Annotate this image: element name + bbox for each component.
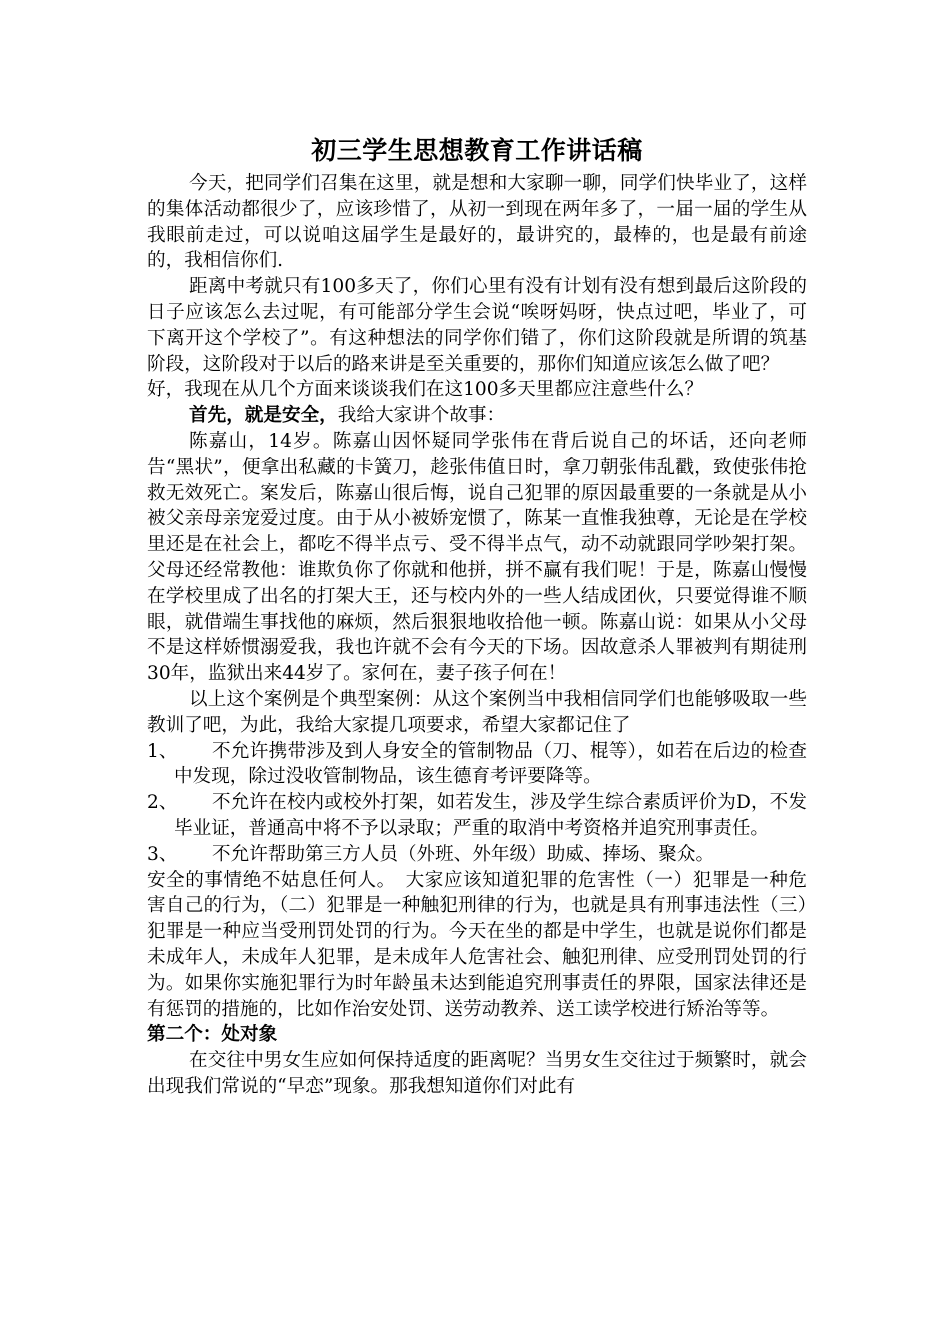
rule-number: 3、 xyxy=(147,843,178,865)
safety-section-intro: 我给大家讲个故事： xyxy=(337,405,506,427)
lesson-paragraph: 以上这个案例是个典型案例：从这个案例当中我相信同学们也能够吸取一些教训了吧，为此，我给大家提几项要求，希望大家都记住了 xyxy=(147,688,807,736)
rule-text: 不允许帮助第三方人员（外班、外年级）助威、捧场、聚众。 xyxy=(212,843,715,865)
rule-text: 不允许携带涉及到人身安全的管制物品（刀、棍等），如若在后边的检查中发现，除过没收管制物品，该生德育考评要降等。 xyxy=(174,740,807,788)
relationship-paragraph: 在交往中男女生应如何保持适度的距离呢？当男女生交往过于频繁时，就会出现我们常说的“早恋”现象。那我想知道你们对此有 xyxy=(147,1050,807,1097)
topics-intro-paragraph: 好，我现在从几个方面来谈谈我们在这100多天里都应注意些什么？ xyxy=(147,379,704,401)
rule-item xyxy=(147,739,807,791)
rule-number: 1、 xyxy=(147,740,178,762)
rule-item xyxy=(147,790,807,842)
document-title: 初三学生思想教育工作讲话稿 xyxy=(311,136,643,165)
rule-text: 不允许在校内或校外打架，如若发生，涉及学生综合素质评价为D，不发毕业证，普通高中将不予以录取；严重的取消中考资格并追究刑事责任。 xyxy=(174,792,807,839)
safety-section-heading: 首先，就是安全， xyxy=(189,405,338,427)
story-paragraph: 陈嘉山，14岁。陈嘉山因怀疑同学张伟在背后说自己的坏话，还向老师告“黑状”，便拿出私藏的卡簧刀，趁张伟值日时，拿刀朝张伟乱戳，致使张伟抢救无效死亡。案发后，陈嘉山很后悔，说自己犯罪的原因最重要的一条就是从小被父亲母亲宠爱过度。由于从小被娇宠惯了，陈某一直惟我独尊，无论是在学校里还是在社会上，都吃不得半点亏、受不得半点气，动不动就跟同学吵架打架。父母还经常教他：谁欺负你了你就和他拼，拼不赢有我们呢！于是，陈嘉山慢慢在学校里成了出名的打架大王，还与校内外的一些人结成团伙，只要觉得谁不顺眼，就借端生事找他的麻烦，然后狠狠地收拾他一顿。陈嘉山说：如果从小父母不是这样娇惯溺爱我，我也许就不会有今天的下场。因故意杀人罪被判有期徒刑30年，监狱出来44岁了。家何在，妻子孩子何在！ xyxy=(147,430,807,685)
document-body xyxy=(147,132,807,1100)
rule-number: 2、 xyxy=(147,792,178,814)
relationship-section-heading: 第二个：处对象 xyxy=(147,1024,278,1046)
rule-item xyxy=(147,842,807,868)
intro-paragraph: 今天，把同学们召集在这里，就是想和大家聊一聊，同学们快毕业了，这样的集体活动都很少了，应该珍惜了，从初一到现在两年多了，一届一届的学生从我眼前走过，可以说咱这届学生是最好的，最讲究的，最棒的，也是最有前途的，我相信你们. xyxy=(147,173,807,272)
exam-countdown-paragraph: 距离中考就只有100多天了，你们心里有没有计划有没有想到最后这阶段的日子应该怎么去过呢，有可能部分学生会说“唉呀妈呀，快点过吧，毕业了，可下离开这个学校了”。有这种想法的同学你们错了，你们这阶段就是所谓的筑基阶段，这阶段对于以后的路来讲是至关重要的，那你们知道应该怎么做了吧？ xyxy=(147,276,807,375)
safety-section-paragraph xyxy=(147,403,807,429)
crime-harm-paragraph: 安全的事情绝不姑息任何人。 大家应该知道犯罪的危害性（一）犯罪是一种危害自己的行为，（二）犯罪是一种触犯刑律的行为，也就是具有刑事违法性（三）犯罪是一种应当受刑罚处罚的行为。今天在坐的都是中学生，也就是说你们都是未成年人，未成年人犯罪，是未成年人危害社会、触犯刑律、应受刑罚处罚的行为。如果你实施犯罪行为时年龄虽未达到能追究刑事责任的界限，国家法律还是有惩罚的措施的，比如作治安处罚、送劳动教养、送工读学校进行矫治等等。 xyxy=(147,869,807,1020)
